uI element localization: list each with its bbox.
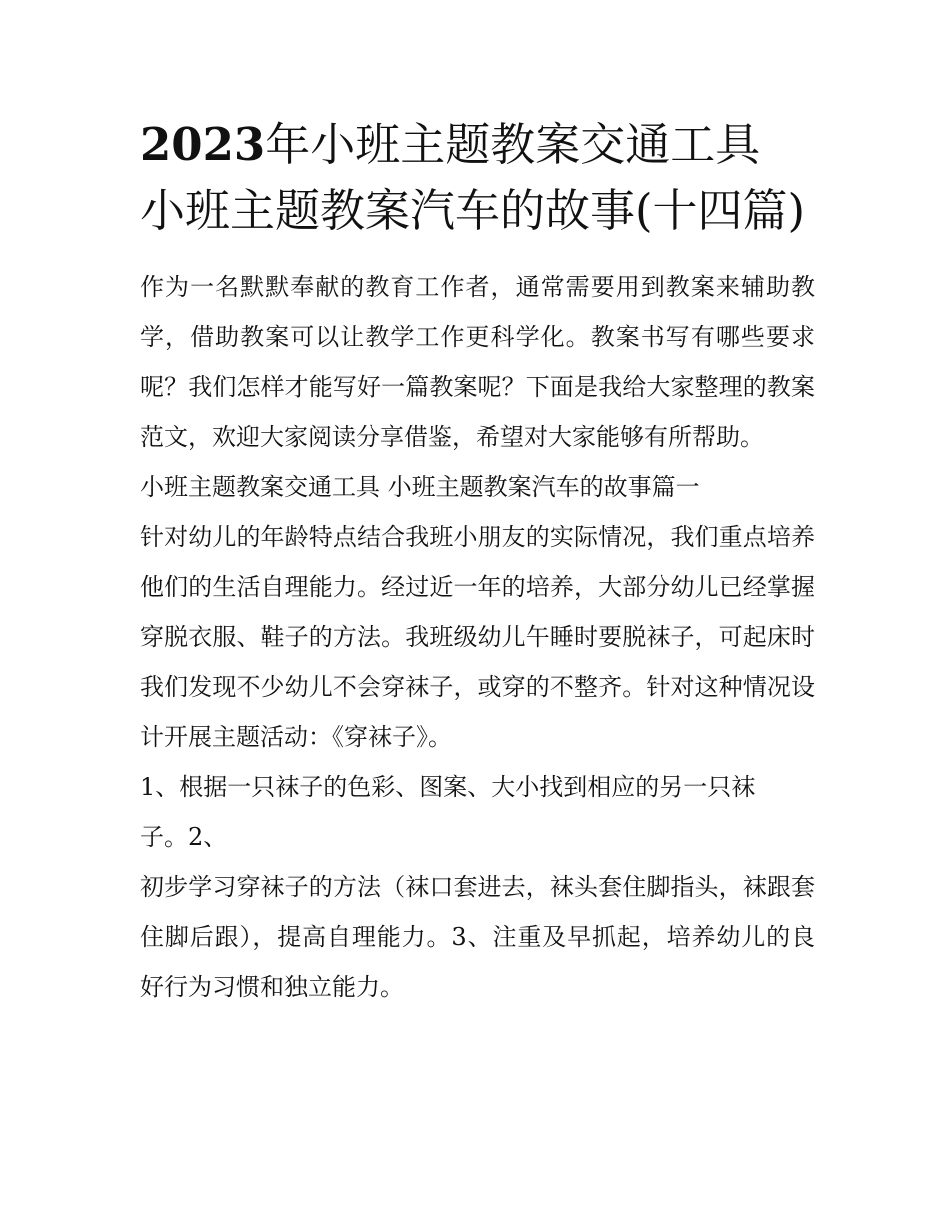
section-heading: 小班主题教案交通工具 小班主题教案汽车的故事篇一 (140, 473, 700, 501)
goal-one-paragraph (140, 762, 815, 862)
section-body-paragraph: 针对幼儿的年龄特点结合我班小朋友的实际情况，我们重点培养他们的生活自理能力。经过近一年的培养，大部分幼儿已经掌握穿脱衣服、鞋子的方法。我班级幼儿午睡时要脱袜子，可起床时我们发现不少幼儿不会穿袜子，或穿的不整齐。针对这种情况设计开展主题活动：《穿袜子》。 (140, 523, 815, 751)
document-title (140, 112, 815, 244)
title-text: 年小班主题教案交通工具 小班主题教案汽车的故事(十四篇) (140, 118, 806, 237)
goal-one-line-2: 子。2、 (140, 823, 228, 851)
intro-paragraph: 作为一名默默奉献的教育工作者，通常需要用到教案来辅助教学，借助教案可以让教学工作更科学化。教案书写有哪些要求呢？我们怎样才能写好一篇教案呢？下面是我给大家整理的教案范文，欢迎大家阅读分享借鉴，希望对大家能够有所帮助。 (140, 273, 815, 451)
goal-one-line-1: 1、根据一只袜子的色彩、图案、大小找到相应的另一只袜 (140, 773, 756, 801)
title-year: 2023 (140, 118, 266, 171)
document-page (140, 112, 815, 1012)
goal-two-paragraph: 初步学习穿袜子的方法（袜口套进去，袜头套住脚指头，袜跟套住脚后跟），提高自理能力。3、注重及早抓起，培养幼儿的良好行为习惯和独立能力。 (140, 873, 815, 1001)
